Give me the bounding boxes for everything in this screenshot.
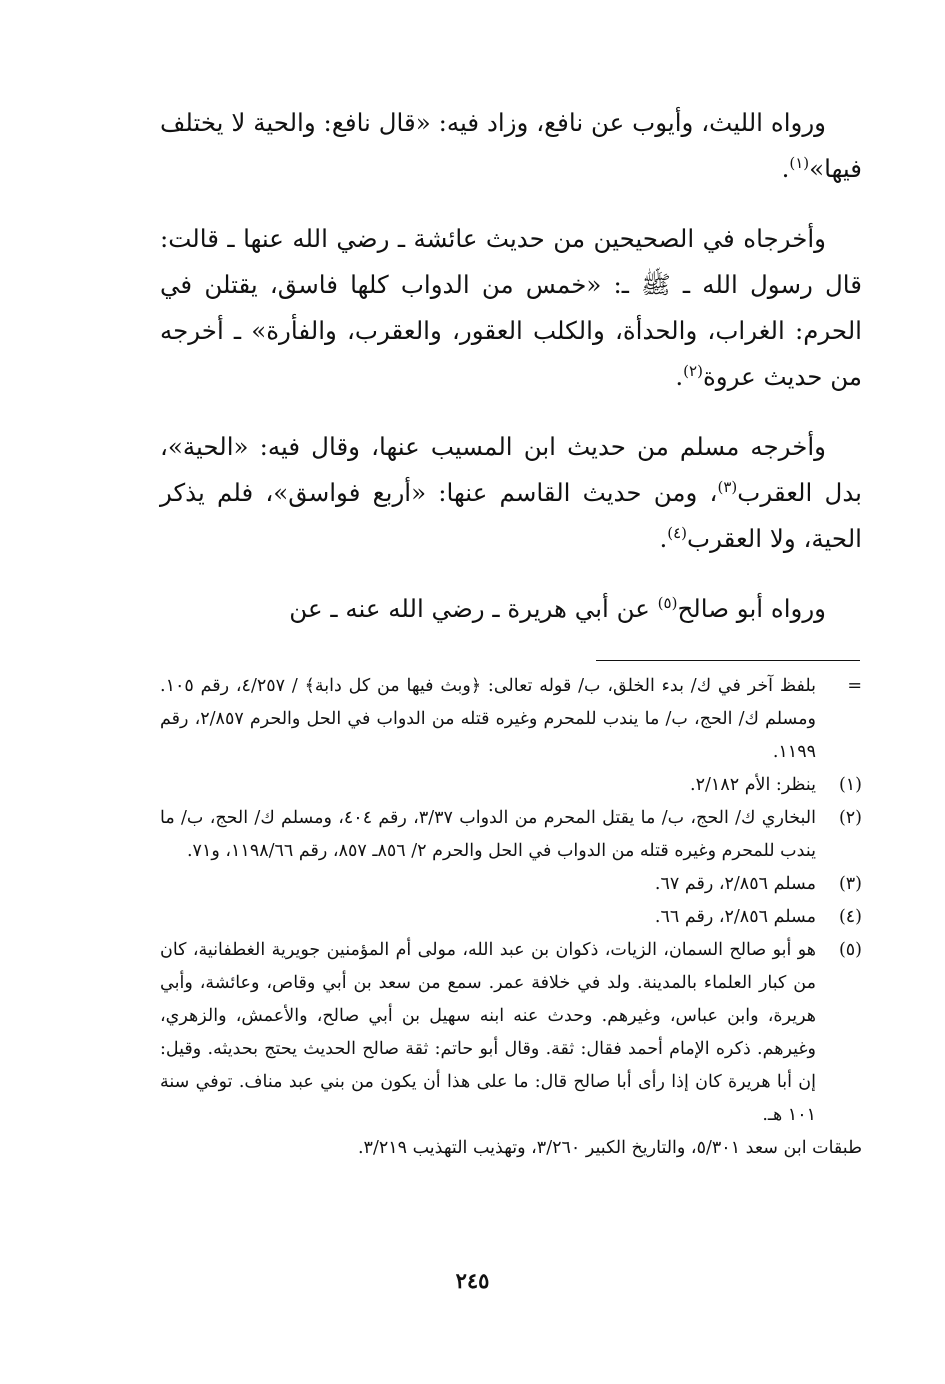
footnote-5 (160, 934, 862, 1132)
page-number: ٢٤٥ (455, 1268, 490, 1293)
footnote-ref-4[interactable]: (٤) (667, 523, 688, 542)
footnote-4 (160, 901, 862, 934)
footnote-continued (160, 670, 862, 769)
footnote-separator (596, 660, 860, 661)
footnote-ref-3[interactable]: (٣) (717, 477, 738, 496)
footnote-marker: (٥) (838, 940, 862, 960)
footnote-3 (160, 868, 862, 901)
footnotes (160, 670, 862, 1165)
footnote-text: ينظر: الأم ٢/١٨٢. (690, 775, 816, 795)
footnote-marker: (٣) (838, 874, 862, 894)
footnote-marker: (٢) (838, 808, 862, 828)
paragraph-3: وأخرجه مسلم من حديث ابن المسيب عنها، وقال فيه: «الحية»، بدل العقرب$^{(٣)}$، ومن حديث القاسم عنها: «أربع فواسق»، فلم يذكر الحية، ولا العقرب$^{(٤)}$. (160, 432, 862, 553)
paragraph-2: وأخرجاه في الصحيحين من حديث عائشة ـ رضي الله عنها ـ قالت: قال رسول الله ـ ﷺ ـ: «خمس من الدواب كلها فاسق، يقتلن في الحرم: الغراب، والحدأة، والكلب العقور، والعقرب، والفأرة» ـ أخرجه من حديث عروة$^{(٢)}$. (160, 224, 862, 391)
footnote-1 (160, 769, 862, 802)
footnote-2 (160, 802, 862, 868)
footnote-ref-2[interactable]: (٢) (683, 361, 703, 380)
footnote-marker: (١) (838, 775, 862, 795)
footnote-marker: (٤) (838, 907, 862, 927)
main-text (160, 100, 862, 632)
footnote-text: مسلم ٢/٨٥٦، رقم ٦٦. (654, 907, 816, 927)
footnote-text: البخاري ك/ الحج، ب/ ما يقتل المحرم من الدواب ٣/٣٧، رقم ٤٠٤، ومسلم ك/ الحج، ب/ ما يندب للمحرم وغيره قتله من الدواب في الحل والحرم ٢/ ٨٥٦ـ ٨٥٧، رقم ١١٩٨/٦٦، و٧١. (160, 808, 816, 861)
paragraph-1: ورواه الليث، وأيوب عن نافع، وزاد فيه: «قال نافع: والحية لا يختلف فيها»$^{(١)}$. (160, 108, 862, 183)
footnote-sources: طبقات ابن سعد ٥/٣٠١، والتاريخ الكبير ٣/٢٦٠، وتهذيب التهذيب ٣/٢١٩. (357, 1138, 862, 1158)
footnote-marker: = (847, 676, 862, 696)
footnote-text: بلفظ آخر في ك/ بدء الخلق، ب/ قوله تعالى: ﴿وبث فيها من كل دابة﴾ / ٤/٢٥٧، رقم ١٠٥. ومسلم ك/ الحج، ب/ ما يندب للمحرم وغيره قتله من الدواب في الحل والحرم ٢/٨٥٧، رقم ١١٩٩. (160, 676, 816, 762)
footnote-text: هو أبو صالح السمان، الزيات، ذكوان بن عبد الله، مولى أم المؤمنين جويرية الغطفانية، كان من كبار العلماء بالمدينة. ولد في خلافة عمر. سمع من سعد بن أبي وقاص، وعائشة، وأبي هريرة، وابن عباس، وغيرهم. وحدث عنه ابنه سهيل بن أبي صالح، والأعمش، والزهري، وغيرهم. ذكره الإمام أحمد فقال: ثقة. وقال أبو حاتم: ثقة صالح الحديث يحتج بحديثه. وقيل: إن أبا هريرة كان إذا رأى أبا صالح قال: ما على هذا أن يكون من بني عبد مناف. توفي سنة ١٠١ هـ. (160, 940, 816, 1125)
footnote-text: مسلم ٢/٨٥٦، رقم ٦٧. (654, 874, 816, 894)
footnote-ref-5[interactable]: (٥) (657, 593, 678, 612)
paragraph-4: ورواه أبو صالح$^{(٥)}$ عن أبي هريرة ـ رضي الله عنه ـ عن (289, 593, 826, 623)
footnote-ref-1[interactable]: (١) (789, 153, 810, 172)
